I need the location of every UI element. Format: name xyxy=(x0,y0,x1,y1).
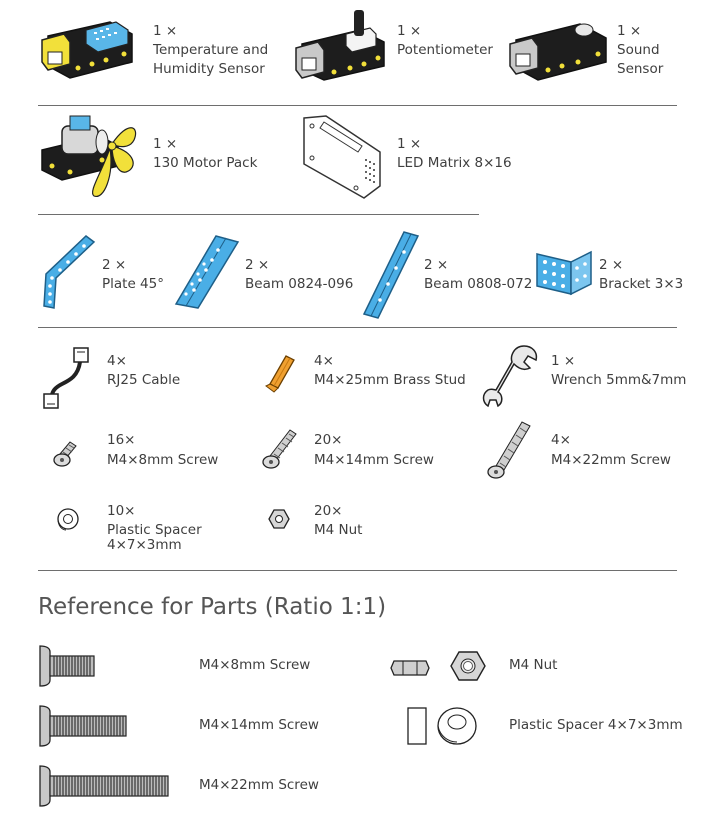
divider xyxy=(38,327,677,328)
part-name: Beam 0824-096 xyxy=(245,276,354,292)
part-name: M4×25mm Brass Stud xyxy=(314,372,466,388)
part-name: Potentiometer xyxy=(397,42,493,58)
part-name: LED Matrix 8×16 xyxy=(397,155,512,171)
potentiometer-icon xyxy=(294,10,389,82)
divider xyxy=(38,570,677,571)
ref-label: M4×8mm Screw xyxy=(199,657,311,673)
m4-nut-side-icon xyxy=(390,658,430,678)
temperature-humidity-sensor-icon xyxy=(40,14,140,80)
part-name: M4×22mm Screw xyxy=(551,452,671,468)
part-name: Plate 45° xyxy=(102,276,164,292)
ref-label: M4 Nut xyxy=(509,657,558,673)
part-qty: 20× xyxy=(314,503,343,519)
part-qty: 2 × xyxy=(245,257,270,273)
m4-8mm-screw-icon xyxy=(52,440,80,468)
part-qty: 4× xyxy=(551,432,571,448)
part-name: Plastic Spacer xyxy=(107,522,202,538)
sound-sensor-icon xyxy=(508,16,610,82)
m4-14mm-screw-side-icon xyxy=(36,704,128,748)
part-name-line2: 4×7×3mm xyxy=(107,537,182,553)
divider xyxy=(38,214,479,215)
part-name-line2: Sensor xyxy=(617,61,664,77)
part-qty: 2 × xyxy=(599,257,624,273)
part-name: Temperature and xyxy=(153,42,269,58)
part-qty: 2 × xyxy=(102,257,127,273)
part-qty: 1 × xyxy=(617,23,642,39)
wrench-icon xyxy=(482,344,540,410)
ref-label: M4×22mm Screw xyxy=(199,777,319,793)
plastic-spacer-side-icon xyxy=(406,706,428,746)
part-name: Sound xyxy=(617,42,660,58)
part-name-line2: Humidity Sensor xyxy=(153,61,265,77)
m4-nut-top-icon xyxy=(450,650,486,682)
plastic-spacer-icon xyxy=(54,506,80,532)
part-qty: 16× xyxy=(107,432,136,448)
m4-nut-icon xyxy=(268,508,290,530)
part-qty: 2 × xyxy=(424,257,449,273)
part-qty: 4× xyxy=(314,353,334,369)
part-name: RJ25 Cable xyxy=(107,372,181,388)
reference-title: Reference for Parts (Ratio 1:1) xyxy=(38,594,387,620)
part-name: Wrench 5mm&7mm xyxy=(551,372,687,388)
led-matrix-icon xyxy=(300,114,386,200)
rj25-cable-icon xyxy=(40,346,92,410)
part-qty: 1 × xyxy=(551,353,576,369)
part-qty: 10× xyxy=(107,503,136,519)
part-name: 130 Motor Pack xyxy=(153,155,258,171)
ref-label: M4×14mm Screw xyxy=(199,717,319,733)
m4-14mm-screw-icon xyxy=(260,428,298,470)
part-name: Bracket 3×3 xyxy=(599,276,684,292)
m4-22mm-screw-icon xyxy=(484,420,534,482)
beam-0824-icon xyxy=(172,234,242,310)
m4-22mm-screw-side-icon xyxy=(36,764,170,808)
m4-8mm-screw-side-icon xyxy=(36,644,96,688)
part-name: Beam 0808-072 xyxy=(424,276,533,292)
ref-label: Plastic Spacer 4×7×3mm xyxy=(509,717,683,733)
part-qty: 1 × xyxy=(397,23,422,39)
part-qty: 1 × xyxy=(397,136,422,152)
part-qty: 4× xyxy=(107,353,127,369)
part-name: M4×14mm Screw xyxy=(314,452,434,468)
plastic-spacer-top-icon xyxy=(436,706,478,746)
beam-0808-icon xyxy=(362,230,422,320)
motor-pack-icon xyxy=(40,112,142,200)
brass-stud-icon xyxy=(262,350,298,394)
bracket-3x3-icon xyxy=(535,248,595,296)
part-qty: 1 × xyxy=(153,136,178,152)
plate-45-icon xyxy=(40,232,96,310)
part-name: M4×8mm Screw xyxy=(107,452,219,468)
part-qty: 20× xyxy=(314,432,343,448)
part-qty: 1 × xyxy=(153,23,178,39)
part-name: M4 Nut xyxy=(314,522,363,538)
divider xyxy=(38,105,677,106)
